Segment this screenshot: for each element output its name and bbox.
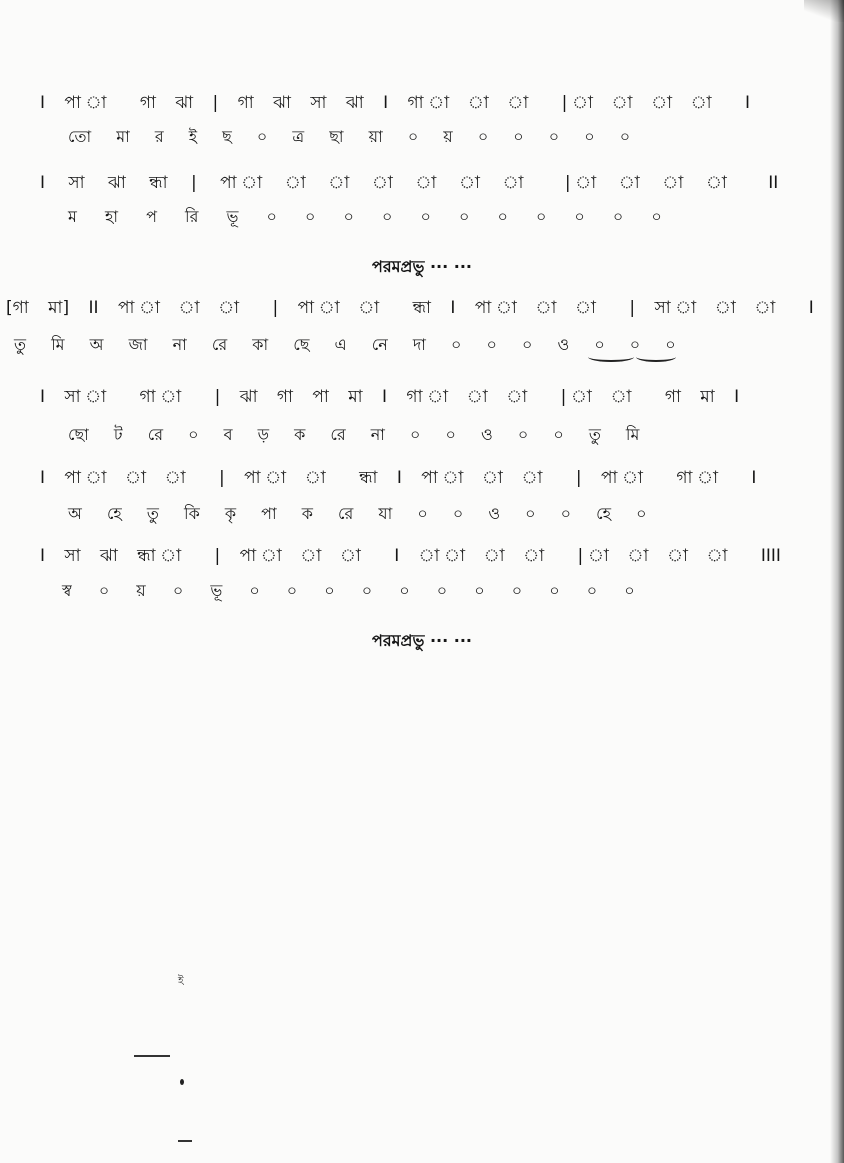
slur-mark-1 (588, 352, 634, 362)
notation-line-5: I পা া া া | পা া া ন্ধা I পা া া া | পা া গা া I (40, 468, 757, 488)
notation-line-4: I সা া গা া | ঝা গা পা মা I গা া া া | া া গা মা I (40, 387, 740, 407)
notation-line-6: I সা ঝা ন্ধা া | পা া া া I া া া া | া া া া IIII (40, 546, 781, 566)
notation-line-1: I পা া গা ঝা | গা ঝা সা ঝা I গা া া া | া া া া I (40, 93, 751, 113)
lyric-line-6: স্ব ০ য় ০ ভূ ০ ০ ০ ০ ০ ০ ০ ০ ০ ০ ০ (62, 581, 635, 600)
page-edge-shadow (830, 0, 844, 1163)
margin-rule-1 (134, 1055, 170, 1057)
lyric-line-4: ছো ট রে ০ ব ড় ক রে না ০ ০ ও ০ ০ তু মি (68, 425, 640, 444)
lyric-line-1: তো মা র ই ছ ০ ত্র ছা য়া ০ য় ০ ০ ০ ০ ০ (68, 127, 631, 146)
margin-mark: ই (178, 974, 184, 987)
notation-line-2: I সা ঝা ন্ধা | পা া া া া া া া | া া া া II (40, 173, 779, 193)
page-corner-shadow (804, 0, 844, 22)
refrain-line-1: পরমপ্রভু ··· ··· (371, 257, 473, 276)
lyric-line-2: ম হা প রি ভূ ০ ০ ০ ০ ০ ০ ০ ০ ০ ০ ০ (68, 207, 662, 226)
refrain-line-2: পরমপ্রভু ··· ··· (371, 631, 473, 650)
margin-rule-2 (178, 1140, 192, 1142)
lyric-line-3: তু মি অ জা না রে কা ছে এ নে দা ০ ০ ০ ও ০ ০ ০ (14, 335, 676, 354)
slur-mark-2 (636, 352, 676, 362)
notation-line-3: [গা মা] II পা া া া | পা া া ন্ধা I পা া া া | সা া া া I (6, 298, 814, 318)
lyric-line-5: অ হে তু কি কৃ পা ক রে যা ০ ০ ও ০ ০ হে ০ (68, 504, 647, 523)
margin-dot (180, 1079, 184, 1085)
